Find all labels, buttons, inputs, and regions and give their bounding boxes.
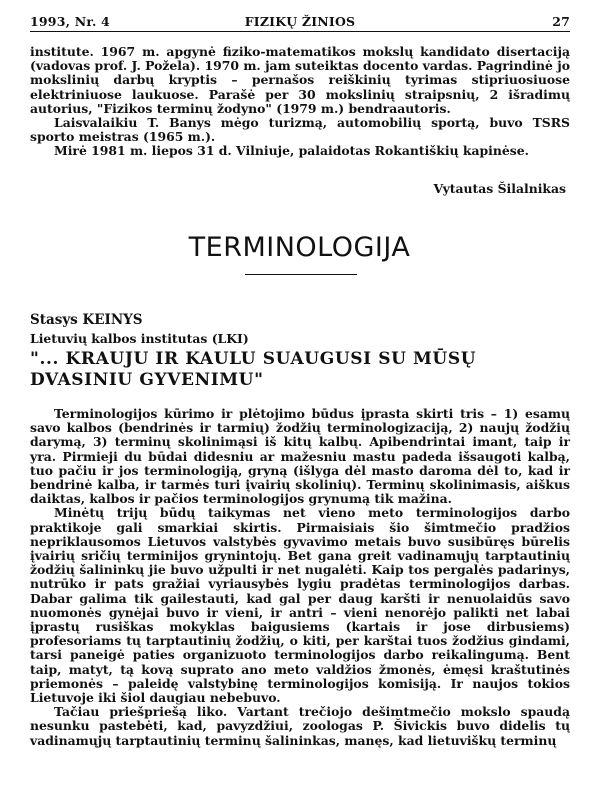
article-paragraph-3: Tačiau priešpriešą liko. Vartant trečiojo dešimtmečio mokslo spaudą nesunku pastebėti, kad, pavyzdžiui, zoologas P. Šivickis buvo didelis tų vadinamųjų tarptautinių terminų šalininkas, manęs, kad lietuviškų terminų: [30, 704, 570, 748]
obituary-paragraph-1: institute. 1967 m. apgynė fiziko-matematikos mokslų kandidato disertaciją (vadovas prof. J. Požela). 1970 m. jam suteiktas docento vardas. Pagrindinė jo mokslinių darbų kryptis – pernašos reiškinių tyrimas stipriuosiuose elektriniuose laukuose. Parašė per 30 mokslinių straipsnių, 2 išradimų autorius, "Fizikos terminų žodyno" (1979 m.) bendraautoris.: [30, 44, 570, 116]
article-title: "... KRAUJU IR KAULU SUAUGUSI SU MŪSŲ DVASINIU GYVENIMU": [30, 349, 477, 390]
obituary-paragraph-3: Mirė 1981 m. liepos 31 d. Vilniuje, palaidotas Rokantiškių kapinėse.: [54, 143, 529, 159]
section-title-rule: [245, 274, 357, 275]
obituary-signature: Vytautas Šilalnikas: [433, 181, 566, 196]
article-affiliation: Lietuvių kalbos institutas (LKI): [30, 331, 249, 346]
section-title: TERMINOLOGIJA: [188, 232, 411, 263]
article-author: Stasys KEINYS: [30, 312, 143, 328]
header-journal-title: FIZIKŲ ŽINIOS: [244, 14, 356, 29]
obituary-paragraph-2: Laisvalaikiu T. Banys mėgo turizmą, automobilių sportą, buvo TSRS sporto meistras (1965 m.).: [30, 115, 570, 145]
header-rule: [30, 31, 570, 32]
header-page-number: 27: [552, 14, 570, 29]
article-paragraph-2: Minėtų trijų būdų taikymas net vieno meto terminologijos darbo praktikoje gali smarkiai skirtis. Pirmaisiais šio šimtmečio pradžios nepriklausomos Lietuvos valstybės gyvavimo metais buvo susibūręs būrelis įvairių sričių terminijos grynintojų. Bet gana greit vadinamųjų tarptautinių žodžių šalininkų jie buvo užpulti ir net nugalėti. Kaip tos pergalės padarinys, nutrūko ir pats gražiai vyriausybės lygiu pradėtas terminologijos darbas. Dabar galima tik gailestauti, kad gal per daug karšti ir nenuolaidūs savo nuomonės gynėjai buvo ir vieni, ir antri – vieni nenorėjo palikti net labai įprastų rusiškas mokyklas baigusiems (kartais ir jose dirbusiems) profesoriams tų tarptautinių žodžių, o kiti, per karštai tuos žodžius gindami, tarsi paneigė paties organizuoto terminologijos darbo reikalingumą. Bent taip, matyt, tą kovą suprato ano meto valdžios žmonės, ėmęsi kraštutinės priemonės – paleidę valstybinę terminologijos komisiją. Ir naujos tokios Lietuvoje iki šiol daugiau nebebuvo.: [30, 505, 570, 706]
obituary-text: [30, 45, 570, 159]
header-issue: 1993, Nr. 4: [30, 14, 110, 29]
article-paragraph-1: Terminologijos kūrimo ir plėtojimo būdus įprasta skirti tris – 1) esamų savo kalbos (bendrinės ir tarmių) žodžių terminologizaciją, 2) naujų žodžių darymą, 3) terminų skolinimąsi iš kitų kalbų. Apibendrintai imant, taip ir yra. Pirmieji du būdai didesniu ar mažesniu mastu padeda išsaugoti kalbą, tuo pačiu ir jos terminologiją, gryną (išlyga dėl masto daroma dėl to, kad ir bendrinė kalba, ir tarmės turi įvairių skolinių). Terminų skolinimasis, aiškus daiktas, kalbos ir pačios terminologijos grynumą tik mažina.: [30, 406, 570, 507]
article-body: [30, 407, 570, 748]
